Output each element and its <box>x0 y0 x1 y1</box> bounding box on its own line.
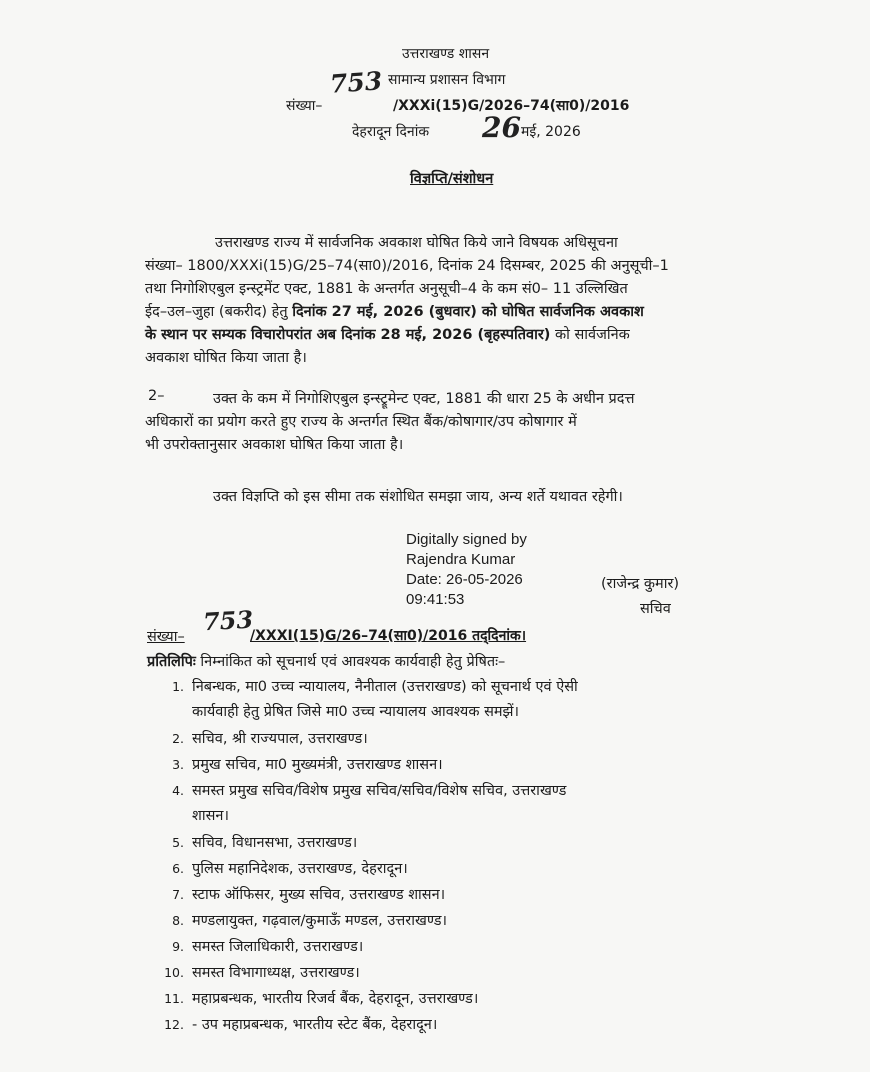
list-item-text: महाप्रबन्धक, भारतीय रिजर्व बैंक, देहरादून, उत्तराखण्ड। <box>192 991 479 1007</box>
list-item <box>158 988 478 1008</box>
list-item-number: 7. <box>172 887 184 902</box>
list-item <box>158 780 566 800</box>
list-item-number: 11. <box>164 991 184 1006</box>
para1-line6: अवकाश घोषित किया जाता है। <box>145 350 307 366</box>
list-item-number: 9. <box>172 939 184 954</box>
signature-line4: 09:41:53 <box>406 591 465 608</box>
para1-line4 <box>145 301 777 324</box>
para1-line3: तथा निगोशिएबुल इन्स्ट्रमेंट एक्ट, 1881 के अन्तर्गत अनुसूची–4 के कम सं0– 11 उल्लिखित <box>145 281 628 297</box>
notice-title: विज्ञप्ति/संशोधन <box>410 171 494 187</box>
list-item <box>158 936 363 956</box>
signatory-designation: सचिव <box>640 601 671 617</box>
department-heading: सामान्य प्रशासन विभाग <box>388 72 506 88</box>
list-item-text: समस्त विभागाध्यक्ष, उत्तराखण्ड। <box>192 965 360 981</box>
para2-line2: अधिकारों का प्रयोग करते हुए राज्य के अन्तर्गत स्थित बैंक/कोषागार/उप कोषागार में <box>145 414 577 430</box>
list-item-number: 12. <box>164 1017 184 1032</box>
para1-line1: उत्तराखण्ड राज्य में सार्वजनिक अवकाश घोषित किये जाने विषयक अधिसूचना <box>215 235 618 251</box>
list-item-number: 6. <box>172 861 184 876</box>
signatory-name: (राजेन्द्र कुमार) <box>601 576 680 592</box>
list-item <box>158 962 360 982</box>
para1-line4-text: ईद–उल–जुहा (बकरीद) हेतु <box>145 304 288 320</box>
list-item-number: 1. <box>172 679 184 694</box>
para1-line5-text: को सार्वजनिक <box>555 327 630 343</box>
list-item-continuation: शासन। <box>192 808 229 824</box>
list-item-text: सचिव, श्री राज्यपाल, उत्तराखण्ड। <box>192 731 368 747</box>
list-item-text: समस्त जिलाधिकारी, उत्तराखण्ड। <box>192 939 364 955</box>
list-item <box>158 832 357 852</box>
date-prefix: देहरादून दिनांक <box>352 124 430 140</box>
list-item <box>158 728 368 748</box>
ref-prefix: संख्या– <box>286 98 323 114</box>
list-item-number: 4. <box>172 783 184 798</box>
copy-ref-number: /XXXI(15)G/26–74(सा0)/2016 तद्‌दिनांक। <box>250 628 527 644</box>
date-suffix: मई, 2026 <box>521 124 581 140</box>
handwritten-ref-number: 753 <box>329 66 384 99</box>
para2-number: 2– <box>148 388 165 404</box>
digital-signature <box>406 530 527 610</box>
list-item <box>158 910 447 930</box>
list-item-continuation: कार्यवाही हेतु प्रेषित जिसे मा0 उच्च न्यायालय आवश्यक समझें। <box>192 704 520 720</box>
list-item <box>158 858 408 878</box>
copy-ref-prefix: संख्या– <box>147 629 185 645</box>
list-item-number: 2. <box>172 731 184 746</box>
list-item-number: 5. <box>172 835 184 850</box>
para1-line4-bold: दिनांक 27 मई, 2026 (बुधवार) को घोषित सार्वजनिक अवकाश <box>292 304 644 320</box>
signature-line1: Digitally signed by <box>406 531 527 548</box>
list-item-text: पुलिस महानिदेशक, उत्तराखण्ड, देहरादून। <box>192 861 408 877</box>
list-item <box>158 754 443 774</box>
signature-line2: Rajendra Kumar <box>406 551 516 568</box>
para2-line3: भी उपरोक्तानुसार अवकाश घोषित किया जाता है। <box>145 437 404 453</box>
list-item-text: स्टाफ ऑफिसर, मुख्य सचिव, उत्तराखण्ड शासन। <box>192 887 446 903</box>
paragraph-3: उक्त विज्ञप्ति को इस सीमा तक संशोधित समझा जाय, अन्य शर्ते यथावत रहेगी। <box>213 489 623 505</box>
list-item <box>158 1014 437 1034</box>
list-item <box>158 676 578 696</box>
list-item-number: 3. <box>172 757 184 772</box>
para1-line5 <box>145 324 777 347</box>
para2-line1: उक्त के कम में निगोशिएबुल इन्स्ट्रूमेन्ट एक्ट, 1881 की धारा 25 के अधीन प्रदत्त <box>213 391 635 407</box>
list-item-text: सचिव, विधानसभा, उत्तराखण्ड। <box>192 835 358 851</box>
list-item-text: निबन्धक, मा0 उच्च न्यायालय, नैनीताल (उत्तराखण्ड) को सूचनार्थ एवं ऐसी <box>192 679 578 695</box>
handwritten-date: 26 <box>482 111 521 144</box>
handwritten-copy-ref-number: 753 <box>202 604 254 637</box>
signature-line3: Date: 26-05-2026 <box>406 571 523 588</box>
ref-number: /XXXi(15)G/2026–74(सा0)/2016 <box>393 98 630 114</box>
govt-heading: उत्तराखण्ड शासन <box>402 46 490 62</box>
list-item-text: प्रमुख सचिव, मा0 मुख्यमंत्री, उत्तराखण्ड शासन। <box>192 757 443 773</box>
list-item-text: मण्डलायुक्त, गढ़वाल/कुमाऊँ मण्डल, उत्तराखण्ड। <box>192 913 447 929</box>
list-item-text: - उप महाप्रबन्धक, भारतीय स्टेट बैंक, देहरादून। <box>192 1017 438 1033</box>
list-item-number: 10. <box>164 965 184 980</box>
para1-line2: संख्या– 1800/XXXi(15)G/25–74(सा0)/2016, दिनांक 24 दिसम्बर, 2025 की अनुसूची–1 <box>145 258 669 274</box>
copy-heading <box>147 651 505 671</box>
copy-heading-text: निम्नांकित को सूचनार्थ एवं आवश्यक कार्यवाही हेतु प्रेषितः– <box>200 654 506 670</box>
copy-heading-label: प्रतिलिपिः <box>147 654 196 670</box>
para1-line5-bold: के स्थान पर सम्यक विचारोपरांत अब दिनांक 28 मई, 2026 (बृहस्पतिवार) <box>145 327 551 343</box>
paragraph-1 <box>145 232 777 370</box>
list-item-number: 8. <box>172 913 184 928</box>
list-item-text: समस्त प्रमुख सचिव/विशेष प्रमुख सचिव/सचिव/विशेष सचिव, उत्तराखण्ड <box>192 783 567 799</box>
list-item <box>158 884 445 904</box>
paragraph-2 <box>145 388 777 457</box>
